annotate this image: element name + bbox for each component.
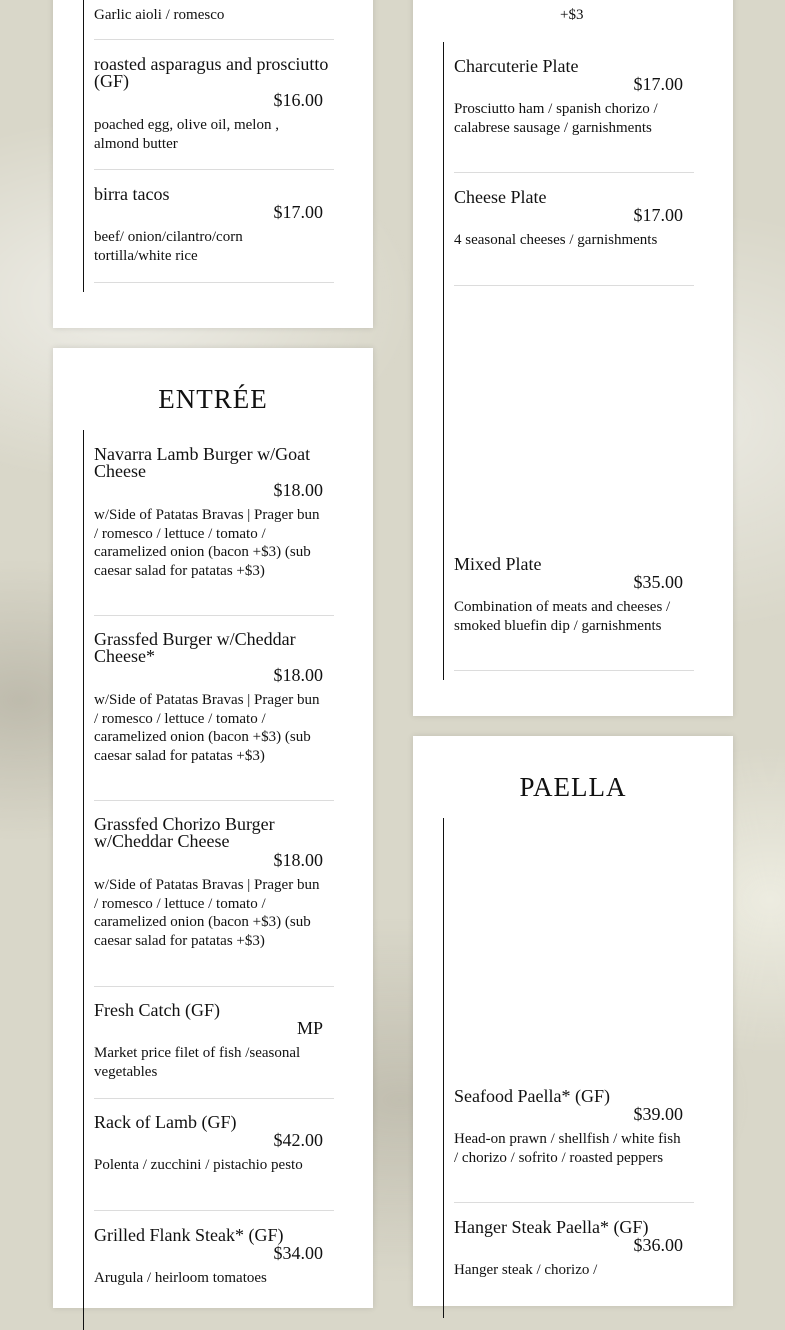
item-description: Prosciutto ham / spanish chorizo / calabrese sausage / garnishments (454, 101, 658, 136)
item-price: $17.00 (633, 74, 683, 94)
item-description: Arugula / heirloom tomatoes (94, 1270, 267, 1286)
item-name: Hanger Steak Paella* (GF) (454, 1217, 649, 1237)
item-name: Grilled Flank Steak* (GF) (94, 1225, 284, 1245)
item-description: w/Side of Patatas Bravas | Prager bun / romesco / lettuce / tomato / caramelized onion (bacon +$3) (sub caesar salad for patatas +$3) (94, 507, 320, 579)
item-name: Seafood Paella* (GF) (454, 1086, 610, 1106)
item-description-partial: +$3 (560, 7, 584, 23)
item-description: w/Side of Patatas Bravas | Prager bun / romesco / lettuce / tomato / caramelized onion (bacon +$3) (sub caesar salad for patatas +$3) (94, 877, 320, 949)
menu-item (94, 444, 334, 579)
item-description: 4 seasonal cheeses / garnishments (454, 232, 658, 248)
item-price: $36.00 (633, 1235, 683, 1255)
item-price: $18.00 (273, 665, 323, 685)
entree-card (53, 348, 373, 1308)
item-price: $17.00 (273, 202, 323, 222)
item-name: birra tacos (94, 184, 170, 204)
item-separator (94, 39, 334, 40)
menu-item (94, 814, 334, 949)
item-name: Mixed Plate (454, 554, 542, 574)
item-description-partial: Garlic aioli / romesco (94, 7, 225, 23)
item-price: $18.00 (273, 480, 323, 500)
card-rule (83, 0, 84, 292)
menu-item (94, 629, 334, 764)
menu-item (94, 1112, 334, 1173)
right-top-card (413, 0, 733, 716)
menu-item (454, 56, 694, 136)
item-price: $34.00 (273, 1243, 323, 1263)
item-price: $42.00 (273, 1130, 323, 1150)
left-top-card (53, 0, 373, 328)
menu-item (454, 554, 694, 634)
item-separator (454, 670, 694, 671)
item-separator (94, 615, 334, 616)
menu-item (454, 187, 694, 248)
item-description: Combination of meats and cheeses / smoked bluefin dip / garnishments (454, 599, 671, 634)
item-separator (94, 986, 334, 987)
item-separator (94, 282, 334, 283)
item-separator (94, 800, 334, 801)
card-rule (443, 818, 444, 1318)
section-title: ENTRÉE (158, 384, 268, 414)
item-name: Grassfed Chorizo Burger w/Cheddar Cheese (94, 814, 275, 851)
item-name: Navarra Lamb Burger w/Goat Cheese (94, 444, 311, 481)
item-price: $18.00 (273, 850, 323, 870)
item-description: beef/ onion/cilantro/corn tortilla/white rice (94, 229, 243, 264)
item-separator (454, 172, 694, 173)
item-separator (94, 1098, 334, 1099)
menu-item (94, 1000, 334, 1080)
item-separator (454, 1202, 694, 1203)
item-price: $16.00 (273, 90, 323, 110)
item-name: Fresh Catch (GF) (94, 1000, 220, 1020)
item-price: $35.00 (633, 572, 683, 592)
item-price: $39.00 (633, 1104, 683, 1124)
item-name: Grassfed Burger w/Cheddar Cheese* (94, 629, 296, 666)
item-name: roasted asparagus and prosciutto (GF) (94, 54, 329, 91)
card-rule (443, 42, 444, 680)
item-price: $17.00 (633, 205, 683, 225)
section-title: PAELLA (519, 772, 627, 802)
item-description: Hanger steak / chorizo / (454, 1262, 598, 1278)
menu-item (454, 1217, 694, 1278)
paella-card (413, 736, 733, 1306)
item-description: Head-on prawn / shellfish / white fish / chorizo / sofrito / roasted peppers (454, 1131, 681, 1166)
menu-item (94, 1225, 334, 1286)
item-description: Polenta / zucchini / pistachio pesto (94, 1157, 303, 1173)
card-rule (83, 430, 84, 1330)
item-name: Charcuterie Plate (454, 56, 579, 76)
item-separator (94, 169, 334, 170)
item-description: poached egg, olive oil, melon , almond butter (94, 117, 279, 152)
item-description: Market price filet of fish /seasonal vegetables (94, 1045, 301, 1080)
menu-item (94, 54, 334, 152)
item-separator (454, 285, 694, 286)
menu-item (94, 184, 334, 264)
item-name: Cheese Plate (454, 187, 547, 207)
item-separator (94, 1210, 334, 1211)
menu-item (454, 1086, 694, 1166)
item-price: MP (296, 1018, 323, 1038)
item-name: Rack of Lamb (GF) (94, 1112, 237, 1132)
item-description: w/Side of Patatas Bravas | Prager bun / romesco / lettuce / tomato / caramelized onion (bacon +$3) (sub caesar salad for patatas +$3) (94, 692, 320, 764)
